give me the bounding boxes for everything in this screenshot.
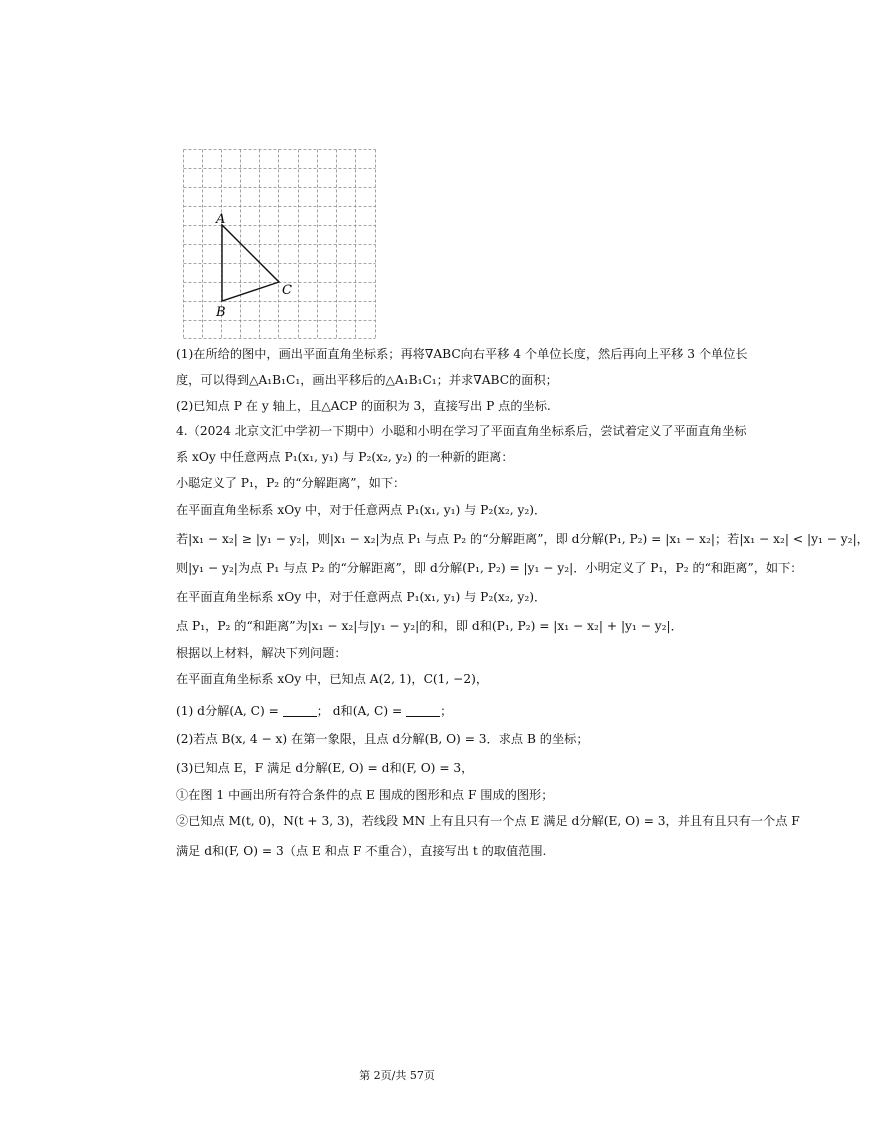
decomposition-distance-rule-1: 若|x₁ − x₂| ≥ |y₁ − y₂|，则|x₁ − x₂|为点 P₁ 与点 P₂ 的“分解距离”，即 d分解(P₁, P₂) = |x₁ − x₂|；若|x₁ − x₂| < |y₁ − y₂|， bbox=[176, 532, 869, 546]
subquestion-1-part-c: ； bbox=[440, 704, 453, 718]
subquestion-1 bbox=[176, 702, 776, 720]
answer-blank-2[interactable] bbox=[406, 704, 440, 717]
label-c: C bbox=[282, 283, 292, 298]
decomposition-distance-rule-2: 则|y₁ − y₂|为点 P₁ 与点 P₂ 的“分解距离”，即 d分解(P₁, P₂) = |y₁ − y₂|．小明定义了 P₁，P₂ 的“和距离”，如下： bbox=[176, 561, 803, 575]
instructions: 根据以上材料，解决下列问题： bbox=[176, 646, 347, 660]
given-points: 在平面直角坐标系 xOy 中，已知点 A(2, 1)，C(1, −2)， bbox=[176, 672, 489, 686]
problem4-heading-line2: 系 xOy 中任意两点 P₁(x₁, y₁) 与 P₂(x₂, y₂) 的一种新的距离： bbox=[176, 450, 514, 464]
label-a: A bbox=[216, 212, 226, 227]
definition-setting-1: 在平面直角坐标系 xOy 中，对于任意两点 P₁(x₁, y₁) 与 P₂(x₂, y₂)． bbox=[176, 503, 547, 517]
dashed-grid bbox=[184, 150, 376, 339]
triangle-grid-figure bbox=[183, 149, 376, 339]
sum-distance-rule: 点 P₁，P₂ 的“和距离”为|x₁ − x₂|与|y₁ − y₂|的和，即 d和(P₁, P₂) = |x₁ − x₂| + |y₁ − y₂|． bbox=[176, 619, 683, 633]
label-b: B bbox=[216, 305, 226, 320]
triangle-abc bbox=[222, 225, 279, 301]
q1-text-line2: 度，可以得到△A₁B₁C₁，画出平移后的△A₁B₁C₁；并求∇ABC的面积； bbox=[176, 373, 558, 387]
subquestion-3-part-1: ①在图 1 中画出所有符合条件的点 E 围成的图形和点 F 围成的图形； bbox=[176, 788, 554, 802]
subquestion-3-part-2-line2: 满足 d和(F, O) = 3（点 E 和点 F 不重合），直接写出 t 的取值范围. bbox=[176, 844, 547, 858]
subquestion-1-part-a: (1) d分解(A, C) = bbox=[176, 704, 283, 718]
subquestion-3: (3)已知点 E，F 满足 d分解(E, O) = d和(F, O) = 3， bbox=[176, 761, 474, 775]
definition-setting-2: 在平面直角坐标系 xOy 中，对于任意两点 P₁(x₁, y₁) 与 P₂(x₂, y₂)． bbox=[176, 590, 547, 604]
subquestion-3-part-2-line1: ②已知点 M(t, 0)，N(t + 3, 3)，若线段 MN 上有且只有一个点 E 满足 d分解(E, O) = 3，并且有且只有一个点 F bbox=[176, 814, 800, 828]
xiaocong-definition-intro: 小聪定义了 P₁，P₂ 的“分解距离”，如下： bbox=[176, 476, 406, 490]
answer-blank-1[interactable] bbox=[283, 704, 317, 717]
subquestion-2: (2)若点 B(x, 4 − x) 在第一象限，且点 d分解(B, O) = 3．求点 B 的坐标； bbox=[176, 732, 589, 746]
q2-text: (2)已知点 P 在 y 轴上，且△ACP 的面积为 3，直接写出 P 点的坐标. bbox=[176, 399, 551, 413]
subquestion-1-part-b: ； d和(A, C) = bbox=[316, 704, 407, 718]
page-footer: 第 2页/共 57页 bbox=[359, 1069, 435, 1082]
problem4-heading-line1: 4.（2024 北京文汇中学初一下期中）小聪和小明在学习了平面直角坐标系后，尝试着定义了平面直角坐标 bbox=[176, 424, 747, 438]
q1-text-line1: (1)在所给的图中，画出平面直角坐标系；再将∇ABC向右平移 4 个单位长度，然后再向上平移 3 个单位长 bbox=[176, 347, 748, 361]
